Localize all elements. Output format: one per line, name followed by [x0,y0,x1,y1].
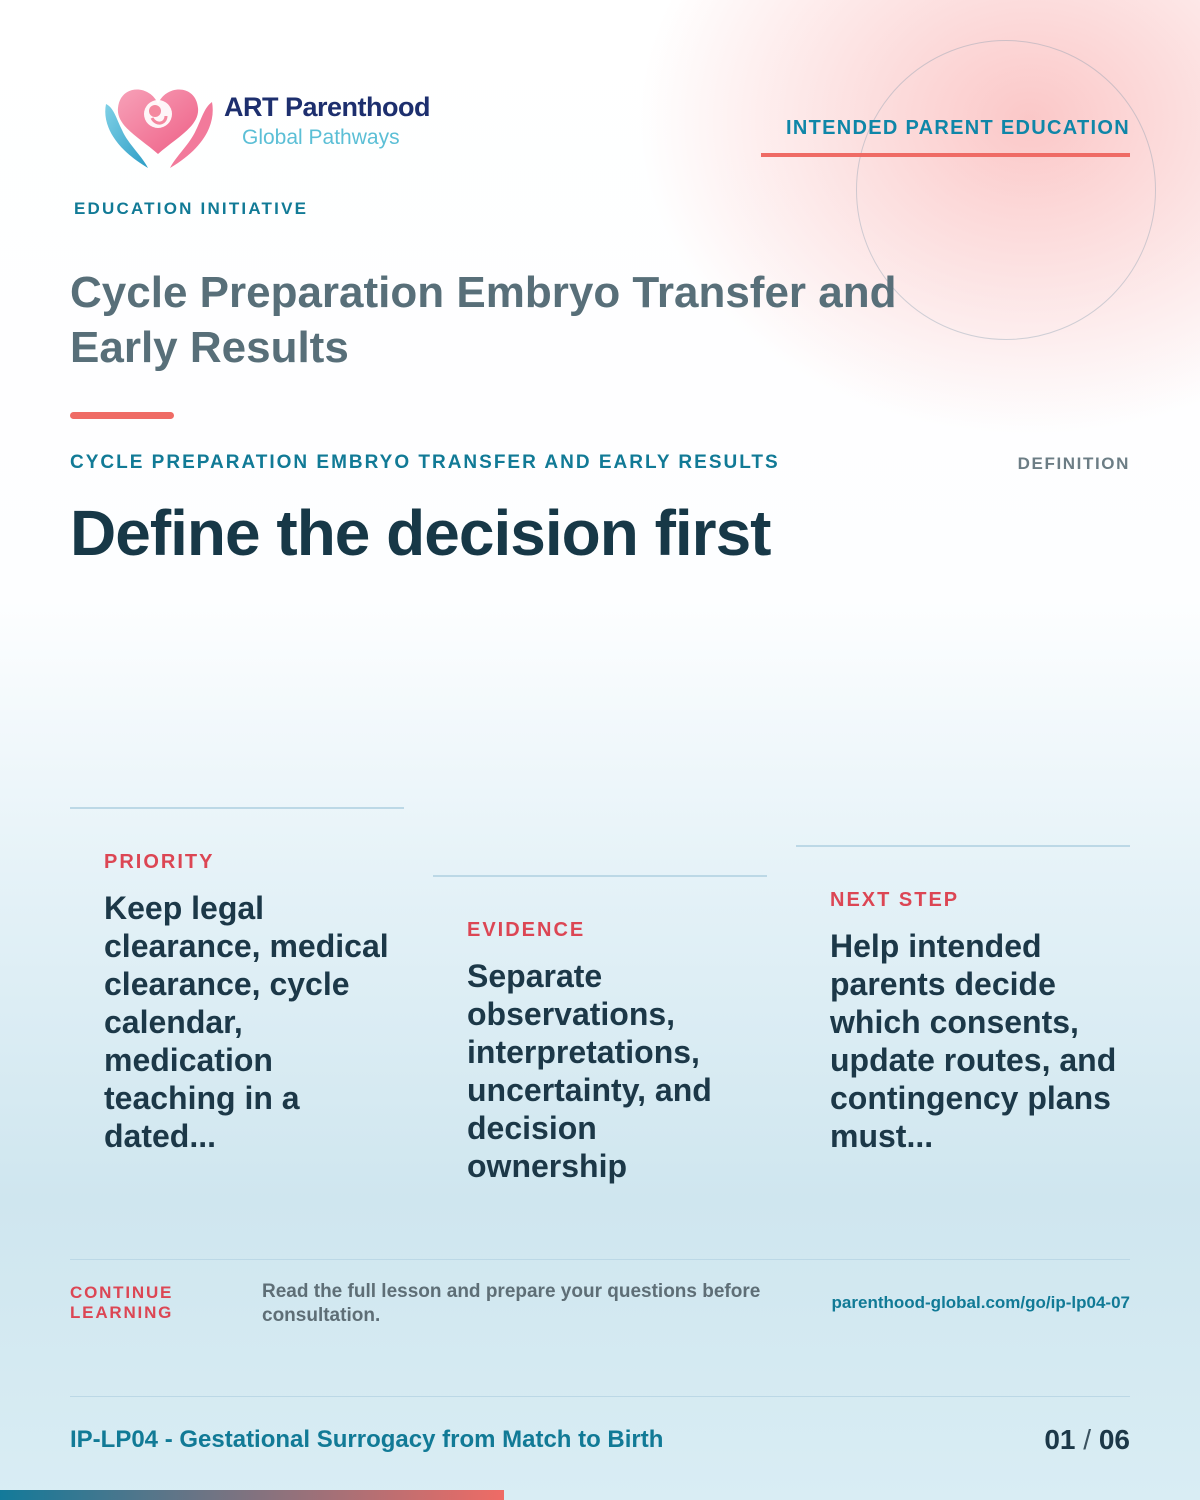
card-label: PRIORITY [104,851,215,873]
card-label: EVIDENCE [467,919,586,941]
card-priority [70,807,404,1209]
brand-subtitle: Global Pathways [242,126,400,149]
card-text: Keep legal clearance, medical clearance, cycle calendar, medication teaching in a dated... [104,890,389,1154]
lesson-title: Cycle Preparation Embryo Transfer and Early Results [70,268,897,372]
progress-bar [0,1490,504,1500]
page-total: 06 [1098,1424,1130,1455]
page-current: 01 [1044,1424,1076,1455]
card-text: Separate observations, interpretations, uncertainty, and decision ownership [467,958,712,1184]
card-next-step [796,845,1130,1209]
card-evidence [433,875,767,1209]
cta-label: CONTINUE LEARNING [70,1283,174,1322]
divider [70,1259,1130,1260]
audience-label: INTENDED PARENT EDUCATION [786,117,1130,139]
page-counter [1044,1424,1130,1456]
lesson-link[interactable]: parenthood-global.com/go/ip-lp04-07 [831,1293,1130,1312]
divider [70,1396,1130,1397]
audience-underline [761,153,1130,157]
hands-heart-embryo-logo [100,74,218,174]
headline: Define the decision first [70,497,771,569]
section-label: CYCLE PREPARATION EMBRYO TRANSFER AND EARLY RESULTS [70,452,780,473]
card-label: NEXT STEP [830,889,960,911]
page-separator: / [1083,1424,1092,1455]
course-title: IP-LP04 - Gestational Surrogacy from Match to Birth [70,1426,664,1453]
initiative-label: EDUCATION INITIATIVE [74,199,309,218]
section-type-badge: DEFINITION [1017,454,1130,473]
cta-text: Read the full lesson and prepare your questions before consultation. [262,1281,761,1326]
title-accent-bar [70,412,174,419]
card-text: Help intended parents decide which consents, update routes, and contingency plans must... [830,928,1117,1154]
brand-name: ART Parenthood [224,92,430,122]
